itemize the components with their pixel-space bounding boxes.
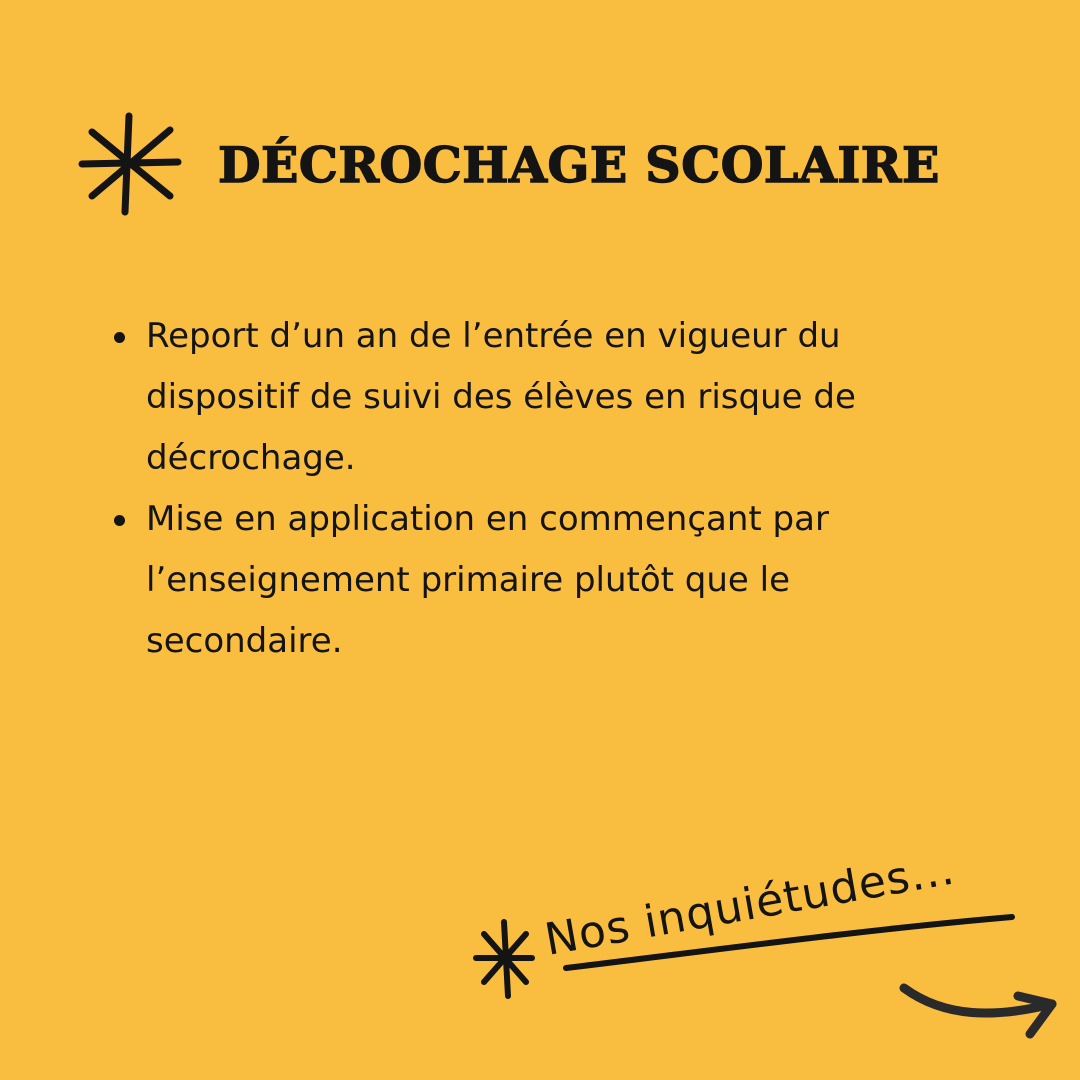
bullet-text: Mise en application en commençant par l’enseignement primaire plutôt que le secondaire. — [146, 499, 829, 661]
page-title: DÉCROCHAGE SCOLAIRE — [218, 135, 940, 194]
underline-stroke — [566, 917, 1012, 968]
asterisk-star-icon — [476, 922, 532, 996]
list-item — [108, 489, 958, 672]
bullet-dot-icon — [114, 515, 125, 526]
bullet-text: Report d’un an de l’entrée en vigueur du dispositif de suivi des élèves en risque de décrochage. — [146, 316, 856, 478]
bullet-list — [108, 306, 958, 672]
list-item — [108, 306, 958, 489]
header — [78, 112, 940, 218]
footer-text: Nos inquiétudes... — [541, 843, 959, 966]
bullet-dot-icon — [114, 332, 125, 343]
asterisk-star-icon — [78, 112, 184, 218]
curved-arrow-right-icon — [904, 988, 1052, 1034]
